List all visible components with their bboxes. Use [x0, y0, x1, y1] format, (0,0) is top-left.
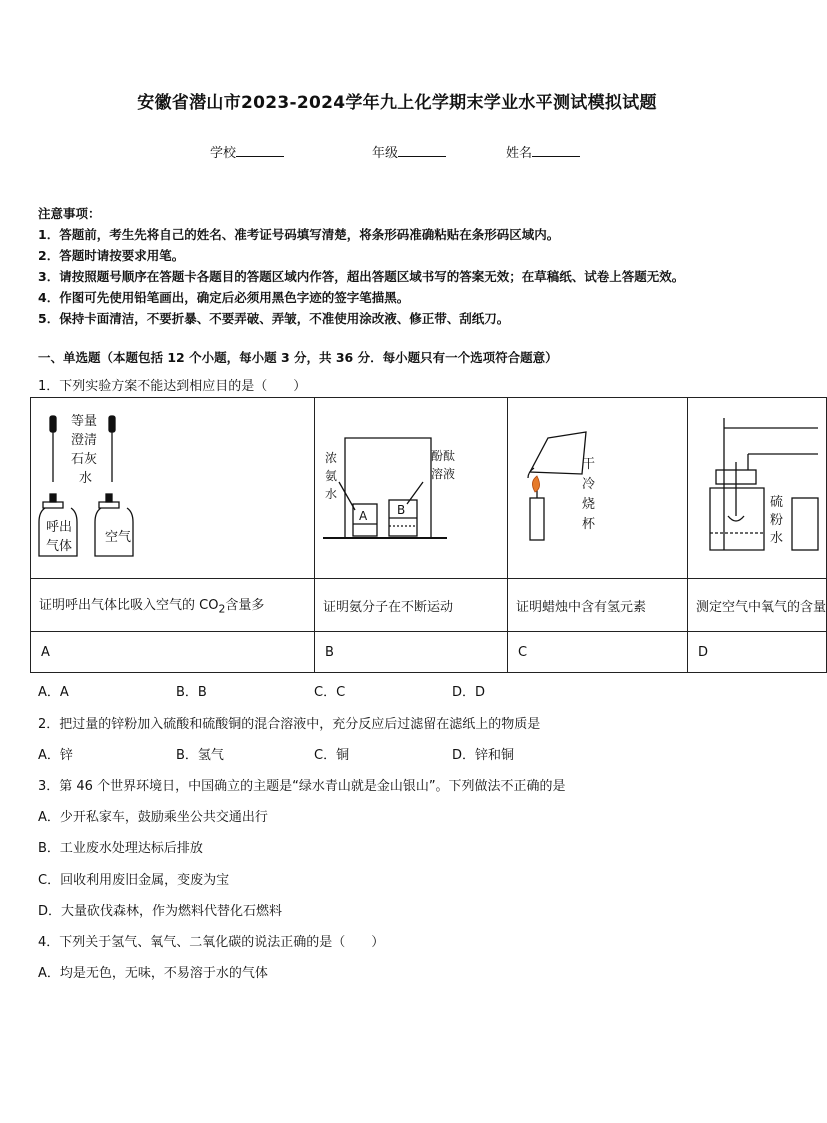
grade-blank [398, 144, 446, 157]
notes-heading: 注意事项： [38, 206, 101, 221]
q3-option-c: C．回收利用废旧金属，变废为宝 [38, 873, 230, 888]
figure-b [315, 398, 508, 579]
cold-beaker-label: 杯 [582, 517, 596, 532]
phenolphthalein-label: 溶液 [431, 467, 456, 481]
label-d: D [688, 632, 827, 673]
note-item: 4．作图可先使用铅笔画出，确定后必须用黑色字迹的签字笔描黑。 [38, 290, 410, 305]
question-3-stem: 3．第 46 个世界环境日，中国确立的主题是“绿水青山就是金山银山”。下列做法不正确的是 [38, 779, 566, 794]
beaker-a-label: A [359, 509, 368, 523]
q2-option-b: B．氢气 [176, 748, 224, 763]
phenolphthalein-label: 酚酞 [431, 449, 456, 463]
q1-option-c: C．C [314, 685, 346, 700]
cold-beaker-label: 烧 [582, 497, 596, 512]
grade-label: 年级 [372, 146, 399, 161]
note-item: 3．请按照题号顺序在答题卡各题目的答题区域内作答，超出答题区域书写的答案无效；在草稿纸、试卷上答题无效。 [38, 269, 685, 284]
purpose-d: 测定空气中氧气的含量 [688, 579, 827, 632]
label-a: A [31, 632, 315, 673]
dropper-label-line: 澄清 [71, 433, 98, 448]
q2-option-c: C．铜 [314, 748, 350, 763]
bottle-1-label: 气体 [46, 539, 73, 554]
name-label: 姓名 [506, 146, 533, 161]
figure-c [508, 398, 688, 579]
q1-option-b: B．B [176, 685, 207, 700]
q2-option-d: D．锌和铜 [452, 748, 515, 763]
label-c: C [508, 632, 688, 673]
figure-d-drawing [688, 398, 818, 574]
page-title: 安徽省潜山市2023-2024学年九上化学期末学业水平测试模拟试题 [137, 93, 657, 113]
experiment-table [30, 397, 827, 673]
flame-icon [532, 476, 539, 492]
q3-option-a: A．少开私家车，鼓励乘坐公共交通出行 [38, 810, 268, 825]
ammonia-label: 氨 [325, 469, 338, 483]
sulfur-label: 水 [770, 531, 784, 546]
question-2-stem: 2．把过量的锌粉加入硫酸和硫酸铜的混合溶液中，充分反应后过滤留在滤纸上的物质是 [38, 717, 541, 732]
dropper-label-line: 石灰 [71, 452, 98, 467]
purpose-c: 证明蜡烛中含有氢元素 [508, 579, 688, 632]
figure-a-drawing [31, 398, 314, 574]
question-4-stem: 4．下列关于氢气、氧气、二氧化碳的说法正确的是（ ） [38, 935, 385, 950]
label-b: B [315, 632, 508, 673]
name-field [506, 142, 580, 161]
purpose-b: 证明氨分子在不断运动 [315, 579, 508, 632]
cold-beaker-label: 冷 [582, 477, 596, 492]
cold-beaker-label: 干 [582, 457, 596, 472]
q1-option-d: D．D [452, 685, 486, 700]
bottle-2-label: 空气 [105, 530, 132, 545]
name-blank [532, 144, 580, 157]
q1-option-a: A．A [38, 685, 69, 700]
school-label: 学校 [210, 146, 237, 161]
note-item: 1．答题前，考生先将自己的姓名、准考证号码填写清楚，将条形码准确粘贴在条形码区域内。 [38, 227, 560, 242]
dropper-label-line: 水 [79, 471, 93, 486]
q2-option-a: A．锌 [38, 748, 73, 763]
beaker-b-label: B [397, 503, 406, 517]
q4-option-a: A．均是无色，无味，不易溶于水的气体 [38, 966, 268, 981]
ammonia-label: 浓 [325, 451, 338, 465]
school-blank [236, 144, 284, 157]
figure-a [31, 398, 315, 579]
bottle-1-label: 呼出 [46, 520, 73, 535]
figure-b-drawing [315, 398, 507, 574]
figure-c-drawing [508, 398, 687, 574]
school-field [210, 142, 284, 161]
purpose-a: 证明呼出气体比吸入空气的 $CO_2$含量多 [31, 579, 315, 632]
q3-option-b: B．工业废水处理达标后排放 [38, 841, 203, 856]
sulfur-label: 粉 [770, 513, 784, 528]
question-1-stem: 1．下列实验方案不能达到相应目的是（ ） [38, 379, 307, 394]
sulfur-label: 硫 [770, 495, 784, 510]
note-item: 5．保持卡面清洁，不要折暴、不要弄破、弄皱，不准使用涂改液、修正带、刮纸刀。 [38, 311, 510, 326]
ammonia-label: 水 [325, 487, 338, 501]
grade-field [372, 142, 446, 161]
dropper-label-line: 等量 [71, 414, 98, 429]
section-heading: 一、单选题（本题包括 12 个小题，每小题 3 分，共 36 分．每小题只有一个选项符合题意） [38, 350, 558, 365]
q3-option-d: D．大量砍伐森林，作为燃料代替化石燃料 [38, 904, 283, 919]
note-item: 2．答题时请按要求用笔。 [38, 248, 185, 263]
figure-d [688, 398, 827, 579]
